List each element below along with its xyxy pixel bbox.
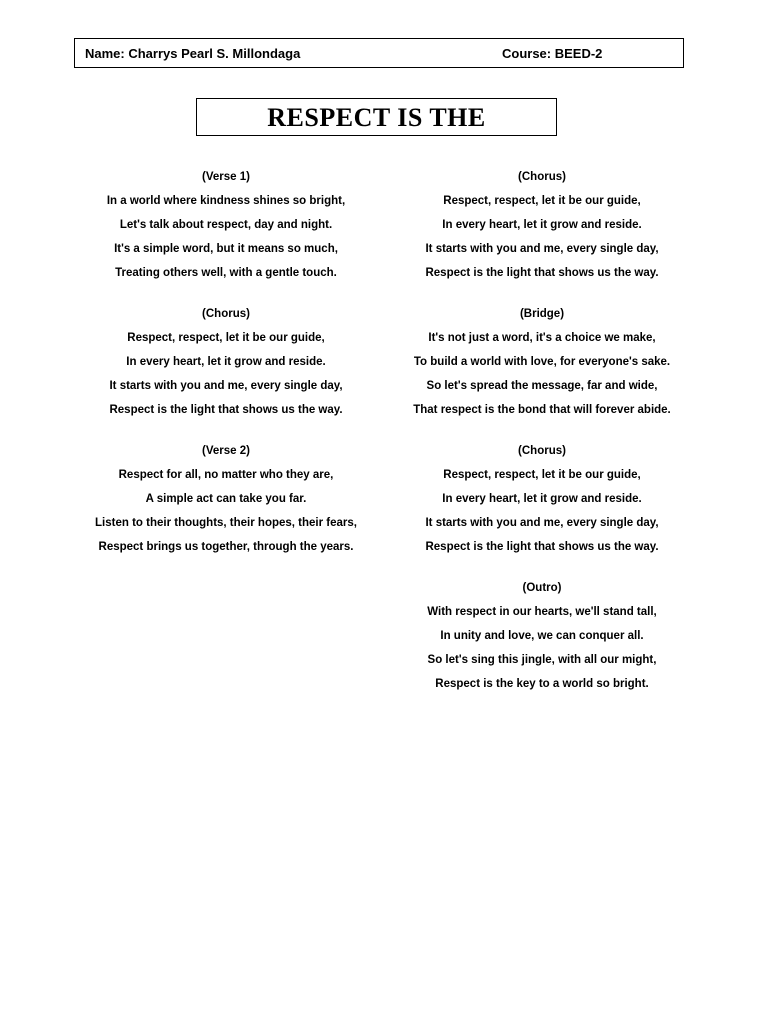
lyric-line: So let's spread the message, far and wide, bbox=[426, 380, 658, 392]
lyric-line: Respect, respect, let it be our guide, bbox=[127, 332, 325, 344]
lyric-line: Respect is the key to a world so bright. bbox=[435, 678, 649, 690]
lyric-line: A simple act can take you far. bbox=[145, 493, 307, 505]
stanza-heading: (Bridge) bbox=[519, 308, 565, 320]
lyric-line: Respect is the light that shows us the way. bbox=[425, 267, 659, 279]
stanza bbox=[76, 443, 376, 555]
lyric-line: Respect brings us together, through the years. bbox=[98, 541, 354, 553]
right-column bbox=[392, 169, 692, 717]
lyric-line: In every heart, let it grow and reside. bbox=[442, 493, 642, 505]
lyric-line: With respect in our hearts, we'll stand tall, bbox=[427, 606, 657, 618]
title-box bbox=[196, 98, 557, 136]
course: Course: BEED-2 bbox=[502, 46, 603, 61]
stanza-heading: (Chorus) bbox=[518, 445, 566, 457]
page-title: RESPECT IS THE bbox=[267, 103, 486, 132]
lyric-line: Respect, respect, let it be our guide, bbox=[443, 469, 641, 481]
lyric-line: In unity and love, we can conquer all. bbox=[440, 630, 644, 642]
lyric-line: It's a simple word, but it means so much, bbox=[114, 243, 338, 255]
stanza bbox=[76, 306, 376, 418]
lyric-line: It starts with you and me, every single day, bbox=[425, 243, 659, 255]
lyric-line: It starts with you and me, every single day, bbox=[425, 517, 659, 529]
lyric-line: Treating others well, with a gentle touch. bbox=[115, 267, 337, 279]
lyric-line: It starts with you and me, every single day, bbox=[109, 380, 343, 392]
lyric-line: It's not just a word, it's a choice we make, bbox=[428, 332, 656, 344]
lyric-line: Listen to their thoughts, their hopes, their fears, bbox=[95, 517, 357, 529]
lyric-line: Respect for all, no matter who they are, bbox=[118, 469, 334, 481]
left-column bbox=[76, 169, 376, 580]
lyric-line: Respect is the light that shows us the way. bbox=[425, 541, 659, 553]
lyric-line: That respect is the bond that will forever abide. bbox=[413, 404, 671, 416]
lyric-line: In every heart, let it grow and reside. bbox=[442, 219, 642, 231]
stanza bbox=[392, 306, 692, 418]
stanza bbox=[76, 169, 376, 281]
lyric-line: Respect, respect, let it be our guide, bbox=[443, 195, 641, 207]
stanza bbox=[392, 580, 692, 692]
lyric-line: So let's sing this jingle, with all our might, bbox=[427, 654, 657, 666]
stanza-heading: (Outro) bbox=[522, 582, 562, 594]
lyric-line: In a world where kindness shines so bright, bbox=[106, 195, 346, 207]
lyric-line: Respect is the light that shows us the way. bbox=[109, 404, 343, 416]
student-name: Name: Charrys Pearl S. Millondaga bbox=[85, 46, 301, 61]
lyric-line: Let's talk about respect, day and night. bbox=[119, 219, 333, 231]
stanza-heading: (Chorus) bbox=[202, 308, 250, 320]
stanza-heading: (Verse 1) bbox=[202, 171, 250, 183]
stanza-heading: (Chorus) bbox=[518, 171, 566, 183]
lyric-line: In every heart, let it grow and reside. bbox=[126, 356, 326, 368]
lyric-line: To build a world with love, for everyone's sake. bbox=[413, 356, 671, 368]
header-box bbox=[74, 38, 684, 68]
stanza bbox=[392, 169, 692, 281]
stanza-heading: (Verse 2) bbox=[202, 445, 250, 457]
stanza bbox=[392, 443, 692, 555]
